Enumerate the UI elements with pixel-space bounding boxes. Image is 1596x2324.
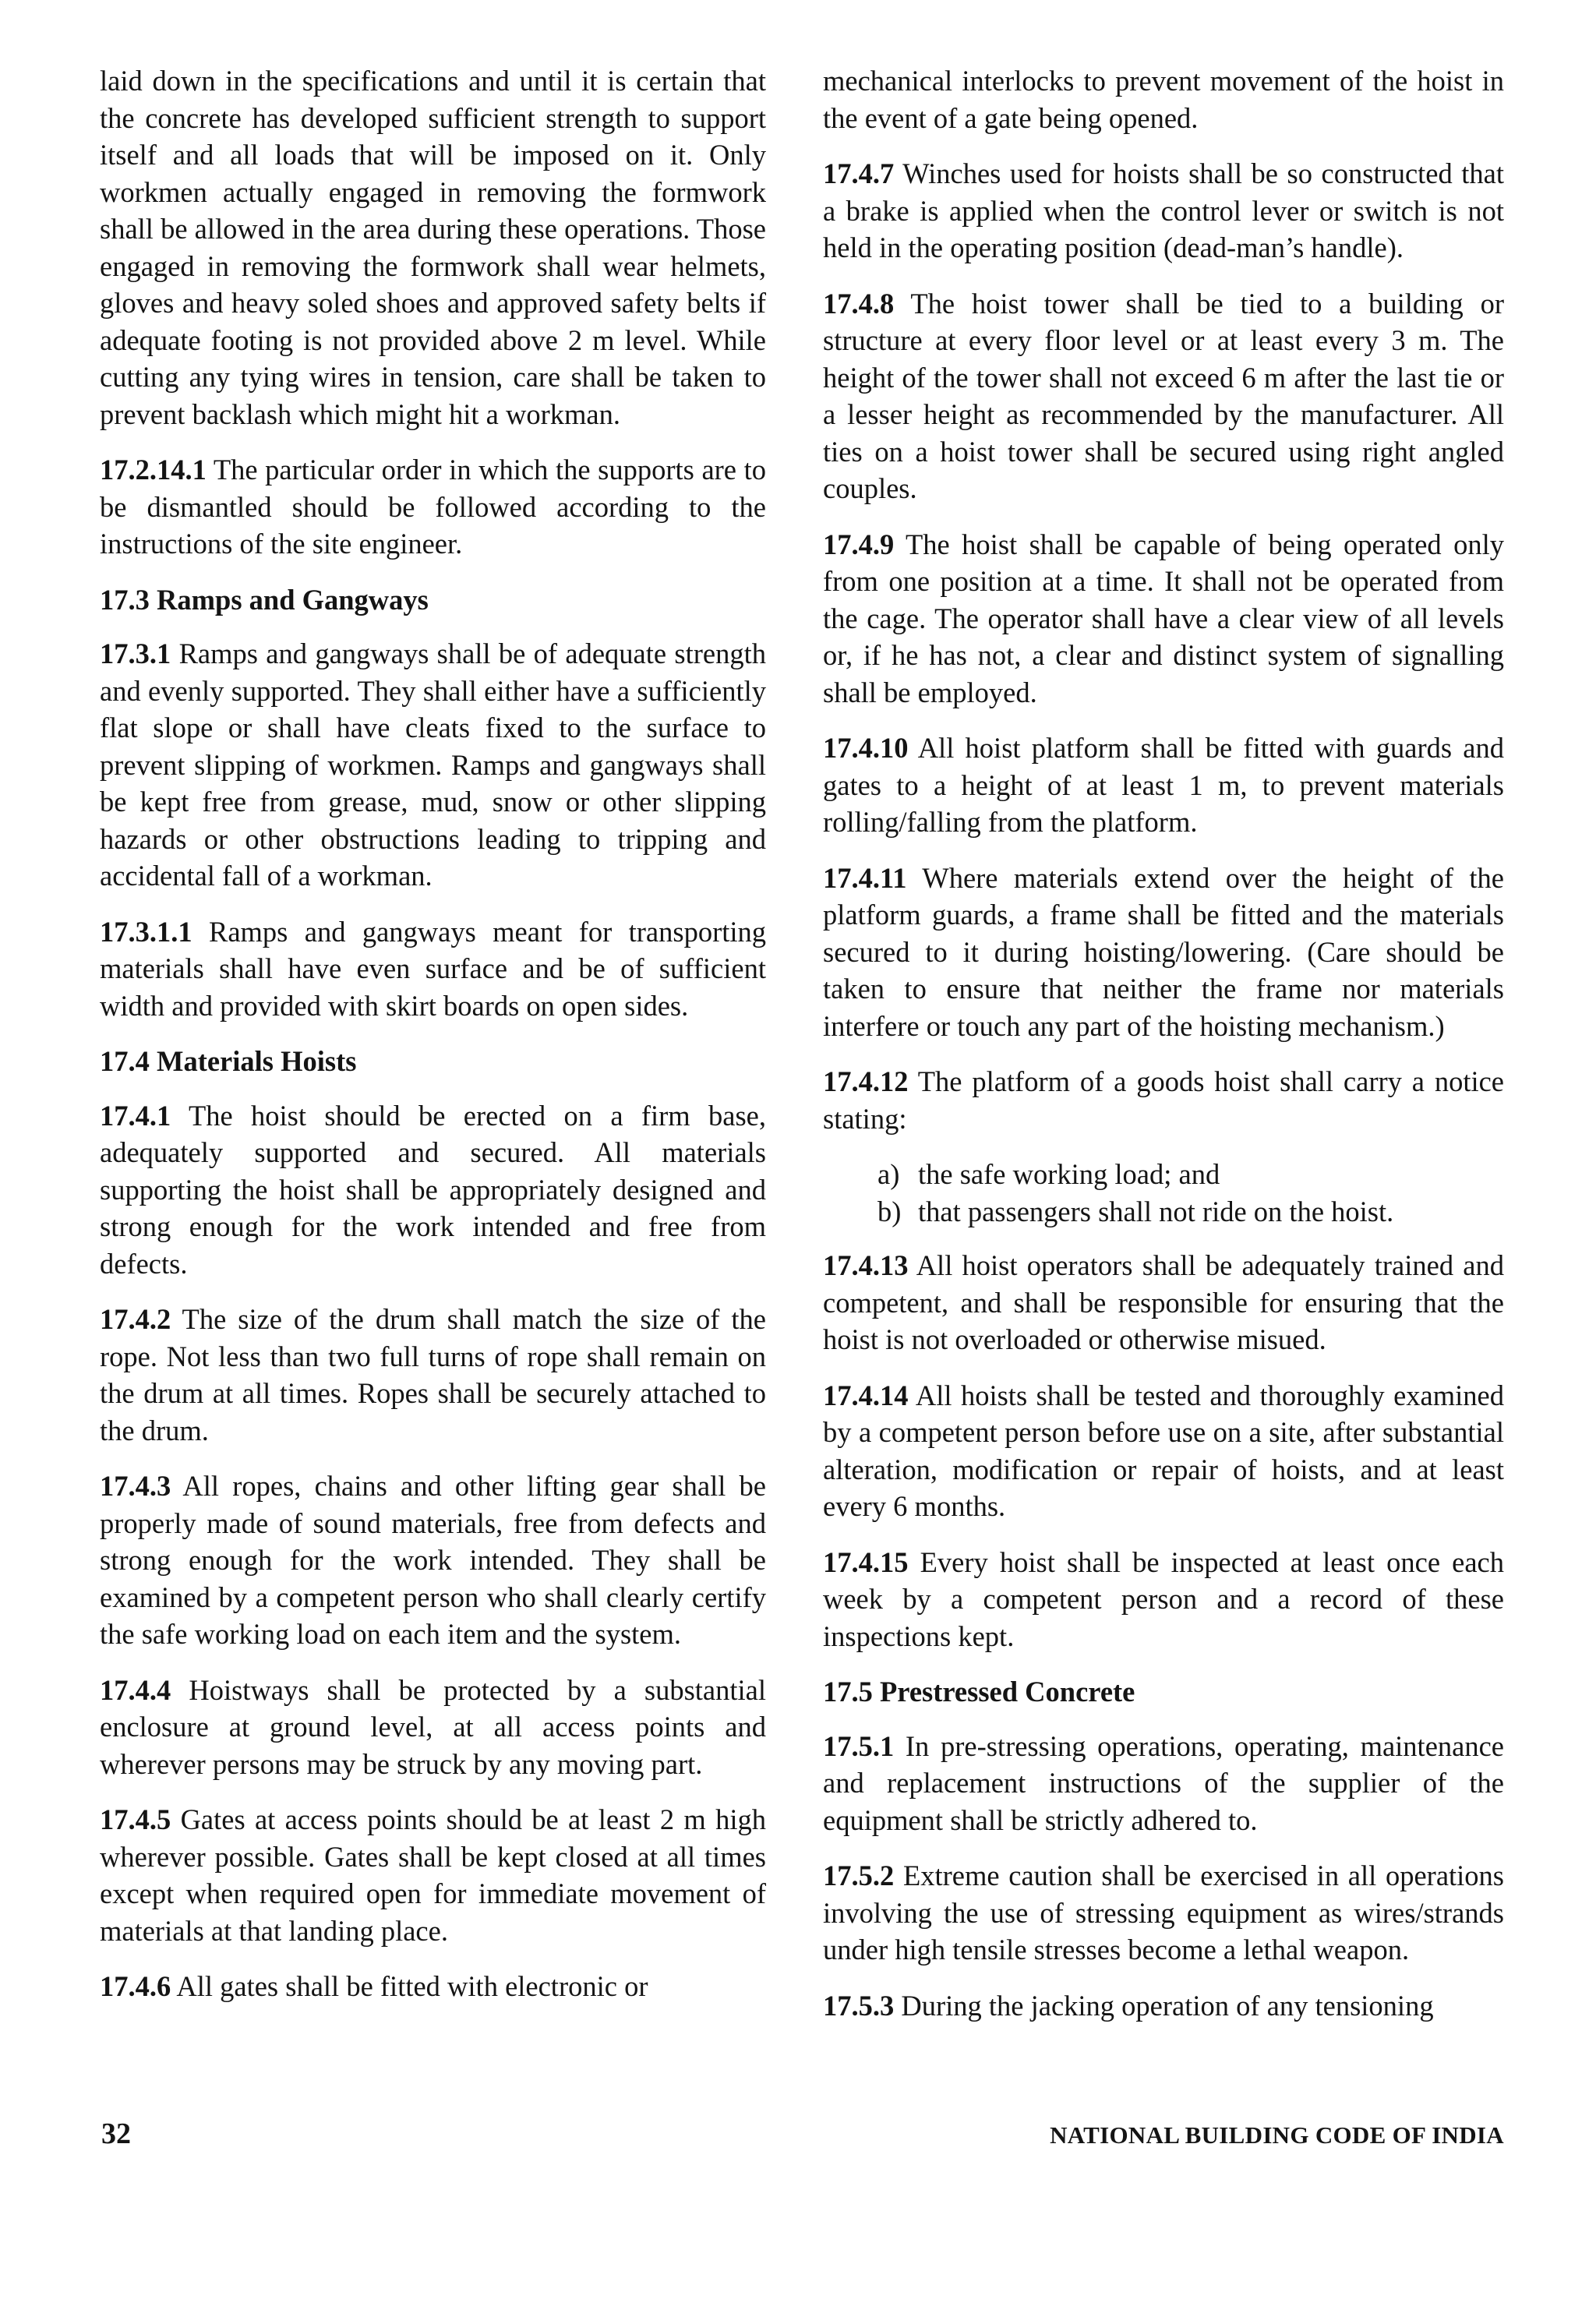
- clause-number: 17.4.8: [823, 287, 895, 320]
- clause-number: 17.3.1: [100, 638, 171, 669]
- clause-17-4-11: [823, 860, 1504, 1045]
- heading-text: Prestressed Concrete: [880, 1676, 1135, 1708]
- list-item: [877, 1156, 1504, 1193]
- clause-17-4-1: [100, 1097, 766, 1283]
- clause-number: 17.4.9: [823, 528, 895, 560]
- clause-17-4-10: [823, 729, 1504, 841]
- clause-number: 17.4.14: [823, 1379, 909, 1411]
- clause-17-2-14-1: [100, 451, 766, 563]
- clause-text: Where materials extend over the height of the platform guards, a frame shall be fitted and the materials secured to it during hoisting/lowering. (Care should be taken to ensure that neither the frame nor materials interfere or touch any part of the hoisting mechanism.): [823, 861, 1505, 1042]
- clause-text: mechanical interlocks to prevent movement of the hoist in the event of a gate being opened.: [823, 65, 1504, 134]
- clause-text: The size of the drum shall match the size of the rope. Not less than two full turns of rope shall remain on the drum at all times. Ropes shall be securely attached to the drum.: [100, 1303, 766, 1446]
- clause-number: 17.4.13: [823, 1249, 909, 1281]
- clause-text: The hoist shall be capable of being operated only from one position at a time. It shall not be operated from the cage. The operator shall have a clear view of all levels or, if he has not, a clear and distinct system of signalling shall be employed.: [823, 528, 1504, 708]
- clause-number: 17.2.14.1: [100, 454, 207, 486]
- paragraph-continuation: [823, 62, 1504, 136]
- clause-number: 17.4.4: [100, 1673, 171, 1706]
- clause-number: 17.5.3: [823, 1989, 895, 2022]
- clause-17-5-3: [823, 1987, 1504, 2025]
- clause-17-4-2: [100, 1301, 766, 1449]
- clause-text: The hoist tower shall be tied to a building or structure at every floor level or at least every 3 m. The height of the tower shall not exceed 6 m after the last tie or a lesser height as recommended by the manufacturer. All ties on a hoist tower shall be secured using right angled couples.: [823, 287, 1504, 504]
- left-column: [100, 62, 766, 2024]
- page-number: 32: [101, 2117, 131, 2150]
- clause-text: laid down in the specifications and until it is certain that the concrete has developed sufficient strength to support itself and all loads that will be imposed on it. Only workmen actually engaged in removing the formwork shall be allowed in the area during these operations. Those engaged in removing the formwork shall wear helmets, gloves and heavy soled shoes and approved safety belts if adequate footing is not provided above 2 m level. While cutting any tying wires in tension, care shall be taken to prevent backlash which might hit a workman.: [100, 65, 766, 430]
- clause-number: 17.4.3: [100, 1470, 171, 1502]
- clause-number: 17.4.12: [823, 1065, 909, 1097]
- section-heading-17-4: [100, 1043, 766, 1080]
- clause-text: Extreme caution shall be exercised in all operations involving the use of stressing equipment as wires/strands under high tensile stresses become a lethal weapon.: [823, 1860, 1505, 1966]
- clause-number: 17.4.1: [100, 1099, 171, 1132]
- clause-17-4-4: [100, 1672, 766, 1783]
- clause-17-4-12: [823, 1063, 1504, 1137]
- list-marker: b): [877, 1195, 902, 1227]
- clause-text: Every hoist shall be inspected at least once each week by a competent person and a record of these inspections kept.: [823, 1545, 1505, 1652]
- clause-text: Ramps and gangways shall be of adequate strength and evenly supported. They shall either have a sufficiently flat slope or shall have cleats fixed to the surface to prevent slipping of workmen. Ramps and gangways shall be kept free from grease, mud, snow or other slipping hazards or other obstructions leading to tripping and accidental fall of a workman.: [100, 638, 766, 892]
- clause-17-5-1: [823, 1728, 1504, 1839]
- list-marker: a): [877, 1158, 900, 1190]
- clause-text: All hoist platform shall be fitted with guards and gates to a height of at least 1 m, to prevent materials rolling/falling from the platform.: [823, 732, 1504, 838]
- clause-text: Hoistways shall be protected by a substantial enclosure at ground level, at all access points and wherever persons may be struck by any moving part.: [100, 1673, 767, 1780]
- clause-number: 17.3: [100, 583, 150, 616]
- list-item: [877, 1193, 1504, 1231]
- section-heading-17-5: [823, 1673, 1504, 1711]
- clause-number: 17.4.2: [100, 1303, 171, 1335]
- clause-number: 17.4.15: [823, 1545, 909, 1578]
- clause-text: All hoists shall be tested and thoroughly examined by a competent person before use on a site, after substantial alteration, modification or repair of hoists, and at least every 6 months.: [823, 1379, 1504, 1522]
- clause-text: In pre-stressing operations, operating, maintenance and replacement instructions of the supplier of the equipment shall be strictly adhered to.: [823, 1729, 1504, 1836]
- clause-17-5-2: [823, 1857, 1504, 1969]
- clause-text: The particular order in which the supports are to be dismantled should be followed according to the instructions of the site engineer.: [100, 454, 766, 560]
- clause-text: During the jacking operation of any tensioning: [901, 1989, 1434, 2022]
- clause-17-4-8: [823, 285, 1504, 507]
- clause-17-4-6: [100, 1968, 766, 2005]
- clause-number: 17.4.10: [823, 732, 909, 764]
- clause-17-3-1-1: [100, 913, 766, 1025]
- clause-17-4-5: [100, 1801, 766, 1949]
- right-column: [823, 62, 1504, 2043]
- clause-number: 17.5.2: [823, 1860, 895, 1891]
- clause-number: 17.4.11: [823, 861, 907, 894]
- bullet-list: [823, 1156, 1504, 1230]
- clause-text: All ropes, chains and other lifting gear shall be properly made of sound materials, free from defects and strong enough for the work intended. They shall be examined by a competent person who shall clearly certify the safe working load on each item and the system.: [100, 1470, 766, 1650]
- clause-17-4-7: [823, 155, 1504, 267]
- clause-text: All gates shall be fitted with electronic or: [176, 1970, 648, 2002]
- clause-17-4-13: [823, 1247, 1504, 1358]
- clause-17-4-3: [100, 1468, 766, 1653]
- clause-text: All hoist operators shall be adequately trained and competent, and shall be responsible for ensuring that the hoist is not overloaded or otherwise misued.: [823, 1249, 1504, 1355]
- section-heading-17-3: [100, 581, 766, 619]
- clause-number: 17.4: [100, 1045, 150, 1077]
- clause-number: 17.4.7: [823, 157, 895, 189]
- heading-text: Ramps and Gangways: [157, 583, 429, 616]
- heading-text: Materials Hoists: [157, 1045, 357, 1077]
- clause-number: 17.3.1.1: [100, 915, 192, 948]
- clause-17-4-9: [823, 526, 1504, 712]
- list-item-text: the safe working load; and: [918, 1158, 1220, 1190]
- clause-17-4-15: [823, 1544, 1504, 1655]
- clause-number: 17.4.6: [100, 1970, 171, 2002]
- paragraph-continuation: [100, 62, 766, 433]
- publication-title: NATIONAL BUILDING CODE OF INDIA: [1050, 2121, 1504, 2149]
- clause-text: The platform of a goods hoist shall carry a notice stating:: [823, 1065, 1504, 1135]
- clause-text: The hoist should be erected on a firm base, adequately supported and secured. All materials supporting the hoist shall be appropriately designed and strong enough for the work intended and free from defects.: [100, 1099, 767, 1280]
- clause-17-4-14: [823, 1377, 1504, 1525]
- clause-text: Winches used for hoists shall be so constructed that a brake is applied when the control lever or switch is not held in the operating position (dead-man’s handle).: [823, 157, 1504, 263]
- list-item-text: that passengers shall not ride on the hoist.: [918, 1195, 1394, 1227]
- clause-text: Ramps and gangways meant for transporting materials shall have even surface and be of sufficient width and provided with skirt boards on open sides.: [100, 915, 767, 1022]
- clause-text: Gates at access points should be at least 2 m high wherever possible. Gates shall be kept closed at all times except when required open for immediate movement of materials at that landing place.: [100, 1803, 767, 1947]
- clause-number: 17.4.5: [100, 1803, 171, 1835]
- clause-number: 17.5.1: [823, 1729, 895, 1762]
- clause-number: 17.5: [823, 1676, 873, 1708]
- clause-17-3-1: [100, 635, 766, 895]
